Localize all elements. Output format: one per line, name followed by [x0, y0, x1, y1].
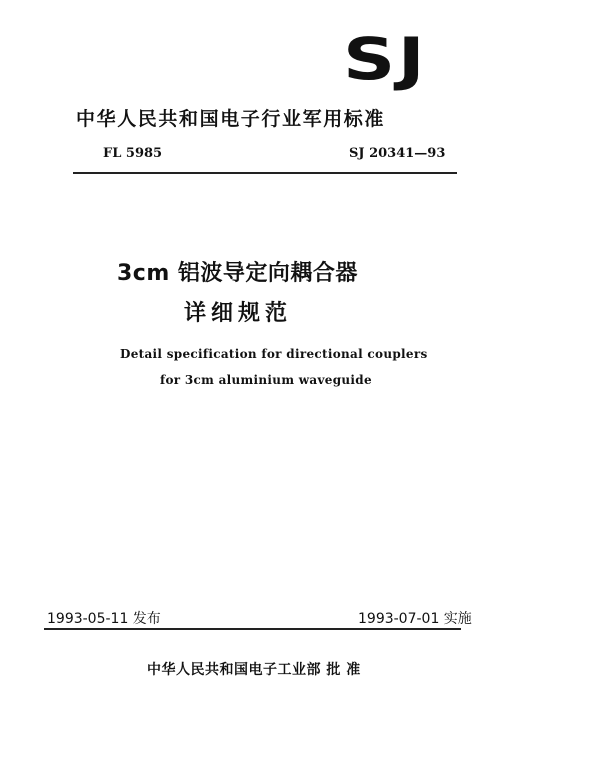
issuer-name: 中华人民共和国电子行业军用标准 [76, 108, 386, 130]
standard-number: SJ 20341—93 [349, 146, 446, 161]
issue-date: 1993-05-11 发布 [47, 611, 161, 627]
title-english-line1: Detail specification for directional couplers [120, 347, 428, 361]
title-english-line2: for 3cm aluminium waveguide [160, 373, 372, 387]
title-chinese-line1: 3cm 铝波导定向耦合器 [117, 261, 358, 286]
footer-divider [44, 628, 461, 630]
approving-authority: 中华人民共和国电子工业部 批 准 [147, 662, 361, 678]
classification-code: FL 5985 [103, 146, 163, 161]
header-divider [73, 172, 457, 174]
title-chinese-line2: 详细规范 [184, 301, 293, 326]
effective-date: 1993-07-01 实施 [358, 611, 472, 627]
sj-logo: SJ [343, 25, 428, 93]
